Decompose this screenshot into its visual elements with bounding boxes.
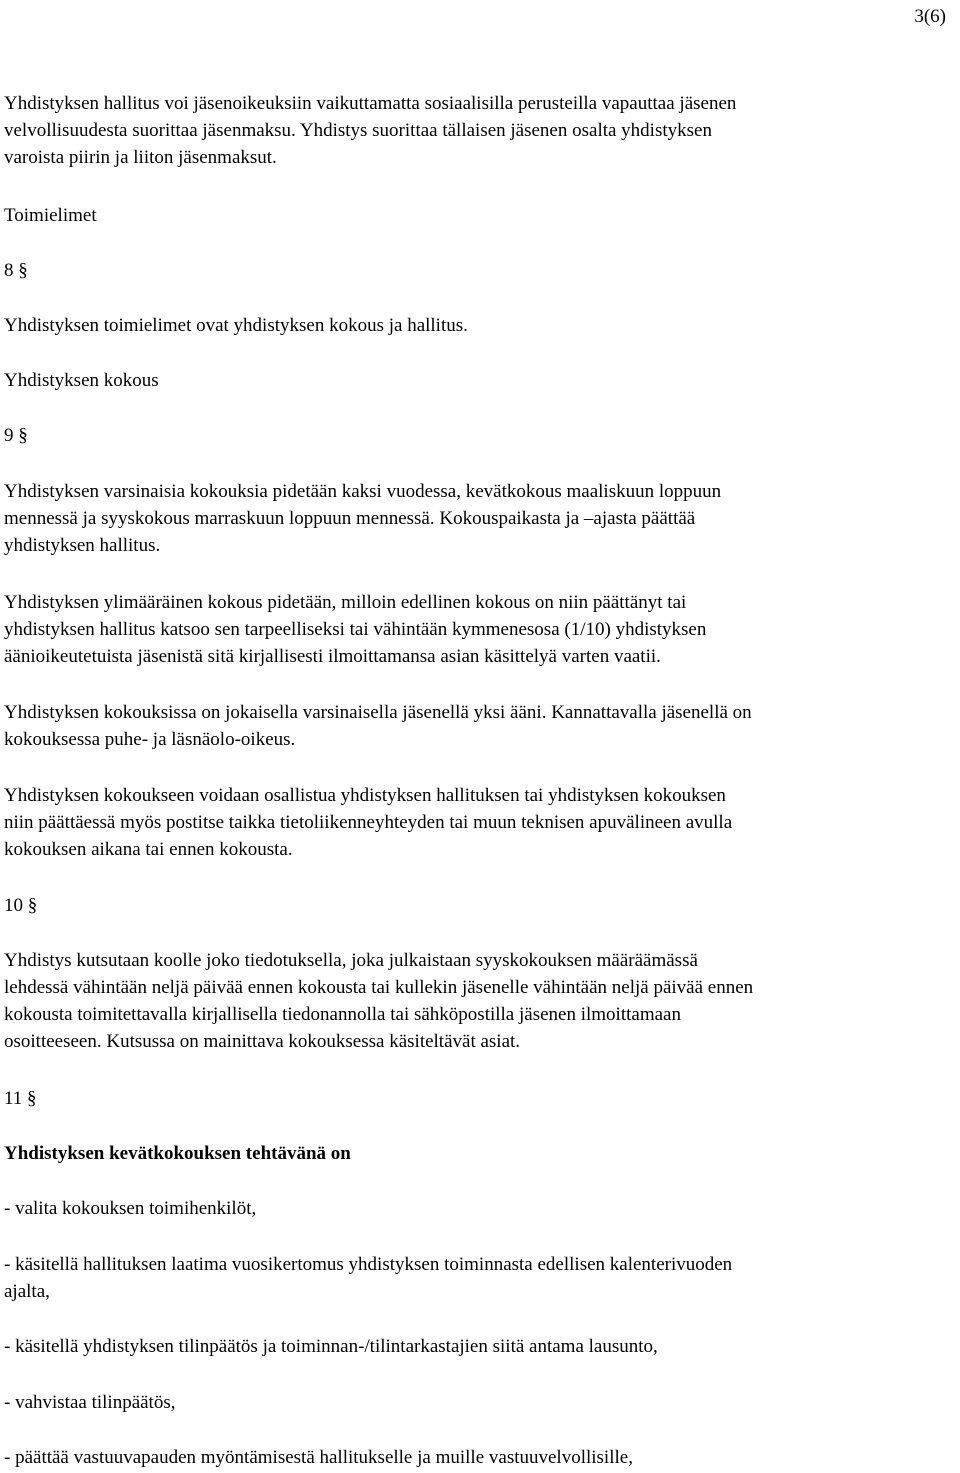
list-item-text: - käsitellä hallituksen laatima vuosikertomus yhdistyksen toiminnasta edellisen kalenterivuoden xyxy=(4,1254,733,1275)
paragraph-extraordinary-meeting xyxy=(4,589,954,670)
heading-text: Toimielimet xyxy=(4,205,97,226)
heading-yhdistyksen-kokous xyxy=(4,367,954,394)
section-number-text: 10 § xyxy=(4,895,38,916)
text-line: Yhdistyksen hallitus voi jäsenoikeuksiin vaikuttamatta sosiaalisilla perusteilla vapauttaa jäsenen xyxy=(4,93,737,114)
paragraph-meeting-invitation xyxy=(4,947,954,1055)
paragraph-remote-participation xyxy=(4,782,954,863)
section-number-text: 11 § xyxy=(4,1088,37,1109)
paragraph-membership-fee-exemption xyxy=(4,90,954,171)
paragraph-governing-bodies xyxy=(4,312,954,339)
list-item-confirm-statement xyxy=(4,1389,954,1416)
heading-toimielimet xyxy=(4,202,954,229)
list-item-discharge-liability xyxy=(4,1444,954,1471)
section-number-11 xyxy=(4,1085,954,1112)
heading-text: Yhdistyksen kevätkokouksen tehtävänä on xyxy=(4,1143,351,1164)
text-line: Yhdistyksen kokouksissa on jokaisella varsinaisella jäsenellä yksi ääni. Kannattavalla jäsenellä on xyxy=(4,702,752,723)
text-line: Yhdistyksen kokoukseen voidaan osallistua yhdistyksen hallituksen tai yhdistyksen kokouksen xyxy=(4,785,726,806)
text-line: osoitteeseen. Kutsussa on mainittava kokouksessa käsiteltävät asiat. xyxy=(4,1031,521,1052)
text-line: kokouksessa puhe- ja läsnäolo-oikeus. xyxy=(4,729,296,750)
text-line: lehdessä vähintään neljä päivää ennen kokousta tai kullekin jäsenelle vähintään neljä päivää ennen xyxy=(4,977,754,998)
text-line: yhdistyksen hallitus. xyxy=(4,535,161,556)
list-item-annual-report xyxy=(4,1251,954,1305)
text-line: Yhdistys kutsutaan koolle joko tiedotuksella, joka julkaistaan syyskokouksen määräämässä xyxy=(4,950,698,971)
list-item-text: - vahvistaa tilinpäätös, xyxy=(4,1392,176,1413)
list-item-elect-officials xyxy=(4,1195,954,1222)
text-line: mennessä ja syyskokous marraskuun loppuun mennessä. Kokouspaikasta ja –ajasta päättää xyxy=(4,508,696,529)
section-number-9 xyxy=(4,422,954,449)
text-line: varoista piirin ja liiton jäsenmaksut. xyxy=(4,147,277,168)
text-line: äänioikeutetuista jäsenistä sitä kirjallisesti ilmoittamansa asian käsittelyä varten vaatii. xyxy=(4,646,661,667)
text-line: yhdistyksen hallitus katsoo sen tarpeelliseksi tai vähintään kymmenesosa (1/10) yhdistyksen xyxy=(4,619,707,640)
text-line: niin päättäessä myös postitse taikka tietoliikenneyhteyden tai muun teknisen apuvälineen avulla xyxy=(4,812,733,833)
section-number-10 xyxy=(4,892,954,919)
heading-text: Yhdistyksen kokous xyxy=(4,370,159,391)
paragraph-voting-rights xyxy=(4,699,954,753)
text-line: kokouksen aikana tai ennen kokousta. xyxy=(4,839,293,860)
text-line: Yhdistyksen varsinaisia kokouksia pidetään kaksi vuodessa, kevätkokous maaliskuun loppuun xyxy=(4,481,722,502)
list-item-financial-statement xyxy=(4,1333,954,1360)
list-item-text: - käsitellä yhdistyksen tilinpäätös ja toiminnan-/tilintarkastajien siitä antama lausunto, xyxy=(4,1336,658,1357)
section-number-8 xyxy=(4,257,954,284)
list-item-text: ajalta, xyxy=(4,1281,50,1302)
heading-spring-meeting-tasks xyxy=(4,1140,954,1167)
text-line: kokousta toimitettavalla kirjallisella tiedonannolla tai sähköpostilla jäsenen ilmoittamaan xyxy=(4,1004,681,1025)
text-line: Yhdistyksen ylimääräinen kokous pidetään, milloin edellinen kokous on niin päättänyt tai xyxy=(4,592,687,613)
section-number-text: 8 § xyxy=(4,260,28,281)
page-number: 3(6) xyxy=(914,6,946,27)
section-number-text: 9 § xyxy=(4,425,28,446)
paragraph-regular-meetings xyxy=(4,478,954,559)
list-item-text: - päättää vastuuvapauden myöntämisestä hallitukselle ja muille vastuuvelvollisille, xyxy=(4,1447,633,1468)
text-line: Yhdistyksen toimielimet ovat yhdistyksen kokous ja hallitus. xyxy=(4,315,468,336)
text-line: velvollisuudesta suorittaa jäsenmaksu. Yhdistys suorittaa tällaisen jäsenen osalta yhdistyksen xyxy=(4,120,712,141)
list-item-text: - valita kokouksen toimihenkilöt, xyxy=(4,1198,257,1219)
